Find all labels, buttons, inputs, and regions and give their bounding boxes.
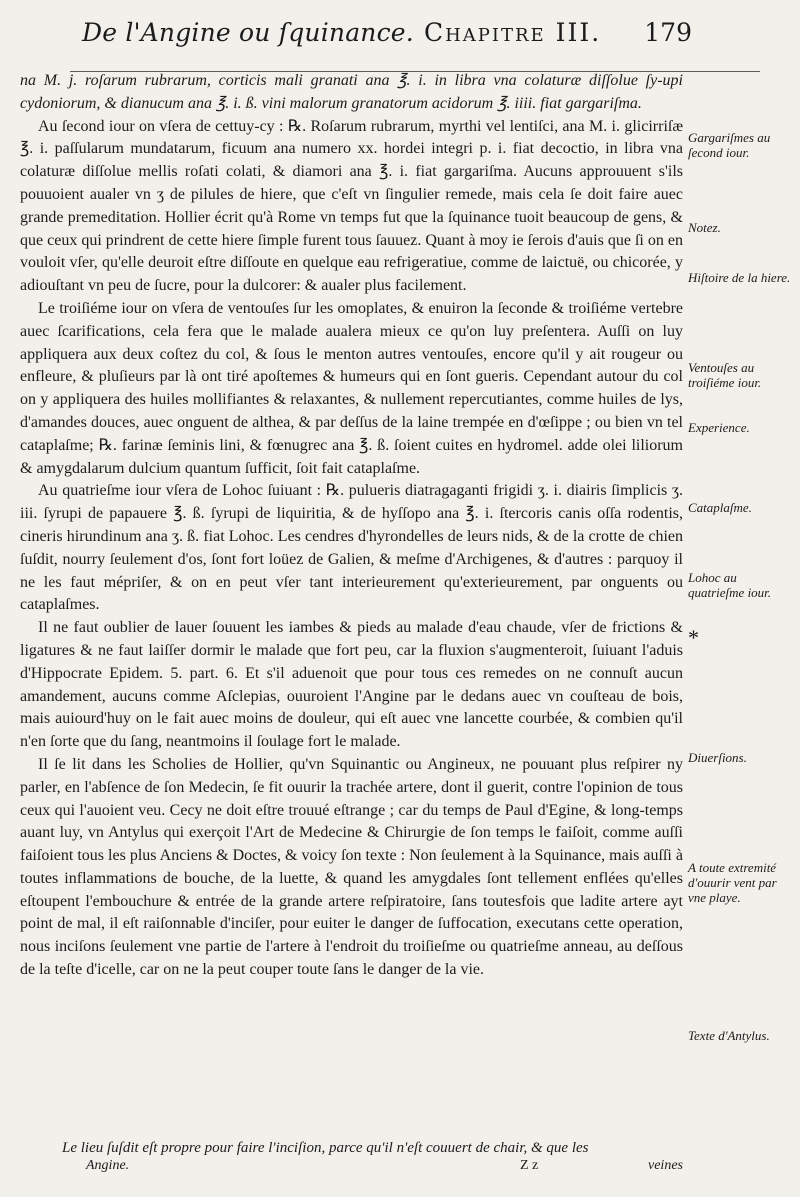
chapter-label: Chapitre III.	[423, 18, 602, 47]
page-number: 179	[644, 18, 692, 47]
paragraph-antylus: Il ſe lit dans les Scholies de Hollier, qu'vn Squinantic ou Angineux, ne pouuant plus reſpirer ny parler, en l'abſence de ſon Medecin, ſe fit ouurir la trachée artere, dont il guerit, contre l'opinion de tous ceux qui l'auoient veu. Cecy ne doit eſtre trouué eſtrange ; car du temps de Paul d'Egine, & long-temps auant luy, vn Antylus qui exerçoit l'Art de Medecine & Chirurgie de ſon temps le faiſoit, comme auſſi faiſoient tous les plus Anciens & Doctes, & voicy ſon texte : Non ſeulement à la Squinance, mais auſſi à toutes inflammations de bouche, de la luette, & quand les amygdales ſont tellement enflées qu'elles eſtoupent l'embouchure & entrée de la grande artere reſpiratoire, ſans toutesfois que ladite artere ayt point de mal, il eſt raiſonnable d'inciſer, pour euiter le danger de ſuffocation, executans cette operation, nous inciſons ſeulement vne partie de l'artere à l'endroit du troiſieſme ou quatrieſme anneau, au deſſous de la teſte d'icelle, car on ne la peut couper toute ſans le danger de la vie.	[20, 755, 683, 979]
paragraph-fourth-day: Au quatrieſme iour vſera de Lohoc ſuiuant : ℞. pulueris diatragaganti frigidi ʒ. i. diairis ſimplicis ʒ. iii. ſyrupi de papauere ℥. ß. ſyrupi de liquiritia, & de hyſſopo ana ℥. i. ſtercoris canis oſſa rodentis, cineris hirundinum ana ʒ. ß. fiat Lohoc. Les cendres d'hyrondelles de leurs nids, & de la crotte de chien ſuſdit, nourry ſeulement d'os, ſont fort loüez de Galien, & meſme d'Archigenes, & d'autres : parquoy il ne les faut mépriſer, & on en peut vſer tant interieurement qu'exterieurement, par onguents ou cataplaſmes.	[20, 482, 683, 614]
paragraph-diversions: Il ne faut oublier de lauer ſouuent les iambes & pieds au malade d'eau chaude, vſer de frictions & ligatures & ne faut laiſſer dormir le malade que fort peu, car la fluxion s'augmenteroit, ſuiuant l'aduis d'Hippocrate Epidem. 5. part. 6. Et s'il aduenoit que pour tous ces remedes on ne connuſt aucun amandement, aucuns comme Aſclepias, ouuroient l'Angine par le dedans auec vn couſteau de bois, mais auiourd'huy on le fait auec moins de douleur, qui eſt auec vne lancette courbée, & combien qu'il n'en ſorte que du ſang, neantmoins il ſoulage fort le malade.	[20, 619, 683, 751]
main-text	[20, 70, 683, 982]
page-footer	[60, 1140, 750, 1186]
margin-note-notez: Notez.	[688, 220, 721, 235]
margin-note-extremite: A toute extremité d'ouurir vent par vne playe.	[688, 860, 777, 905]
margin-note-ventouses: Ventouſes au troiſiéme iour.	[688, 360, 762, 390]
margin-note-gargarismes: Gargariſmes au ſecond iour.	[688, 130, 771, 160]
paragraph-third-day: Le troiſiéme iour on vſera de ventouſes ſur les omoplates, & enuiron la ſeconde & troiſiéme vertebre auec ſcarifications, cela fera que le malade aualera mieux ce qu'on luy preſentera. Auſſi on luy appliquera aux deux coſtez du col, & ſous le menton autres ventouſes, encore qu'il y ait rougeur ou enfleure, & pluſieurs par là ont tiré apoſtemes & humeurs qui en ſont gueris. Cependant autour du col on y appliquera des huiles mollifiantes & relaxantes, & nullement repercutiantes, comme huiles de lys, d'amandes douces, auec onguent de althea, & par deſſus de la laine trempée en d'œſippe ; ou bien vn tel cataplaſme; ℞. farinæ ſeminis lini, & fœnugrec ana ℥. ß. ſoient cuites en hydromel. adde olei liliorum & amygdalarum dulcium quantum ſufficit, ſoit fait cataplaſme.	[20, 299, 683, 477]
margin-note-antylus: Texte d'Antylus.	[688, 1028, 770, 1043]
catchword: veines	[648, 1158, 683, 1173]
running-header	[82, 18, 692, 72]
running-title: De l'Angine ou ſquinance.	[82, 18, 414, 47]
margin-note-hiere: Hiſtoire de la hiere.	[688, 270, 791, 285]
margin-note-experience: Experience.	[688, 420, 750, 435]
margin-note-cataplasme: Cataplaſme.	[688, 500, 752, 515]
signature-mark: Z z	[520, 1158, 539, 1173]
margin-note-lohoc: Lohoc au quatrieſme iour.	[688, 570, 772, 600]
margin-note-asterisk: *	[688, 625, 699, 650]
footer-catch-left: Angine.	[86, 1158, 130, 1173]
paragraph-second-day: Au ſecond iour on vſera de cettuy-cy : ℞. Roſarum rubrarum, myrthi vel lentiſci, ana M. i. glicirriſæ ℥. i. paſſularum mundatarum, ficuum ana numero xx. hordei integri p. i. fiat decoctio, in libra vna colaturæ diſſolue mellis roſati colati, & diamori ana ℥. i. fiat gargariſma. Aucuns approuuent s'ils pouuoient aualer vn ʒ de pilules de hiere, que c'eſt vn ſingulier remede, mais cela ſe doit faire auec grande premeditation. Hollier écrit qu'à Rome vn temps fut que la ſquinance tuoit beaucoup de gens, & que ceux qui prindrent de cette hiere ſimple furent tous ſauuez. Quant à moy ie ſerois d'auis que ſi on en vouloit vſer, qu'elle deuroit eſtre diſſoute en quelque eau refrigeratiue, comme de laictuë, ou chicorée, y adiouſtant vn peu de ſucre, pour la dulcorer: & aualer plus facilement.	[20, 117, 683, 295]
footer-last-line: Le lieu ſuſdit eſt propre pour faire l'inciſion, parce qu'il n'eſt couuert de chair, & que les	[62, 1140, 589, 1156]
paragraph-recipe-continuation: na M. j. roſarum rubrarum, corticis mali granati ana ℥. i. in libra vna colaturæ diſſolue ſy-upi cydoniorum, & dianucum ana ℥. i. ß. vini malorum granatorum acidorum ℥. iiii. fiat gargariſma.	[20, 72, 683, 112]
margin-note-diversions: Diuerſions.	[688, 750, 747, 765]
